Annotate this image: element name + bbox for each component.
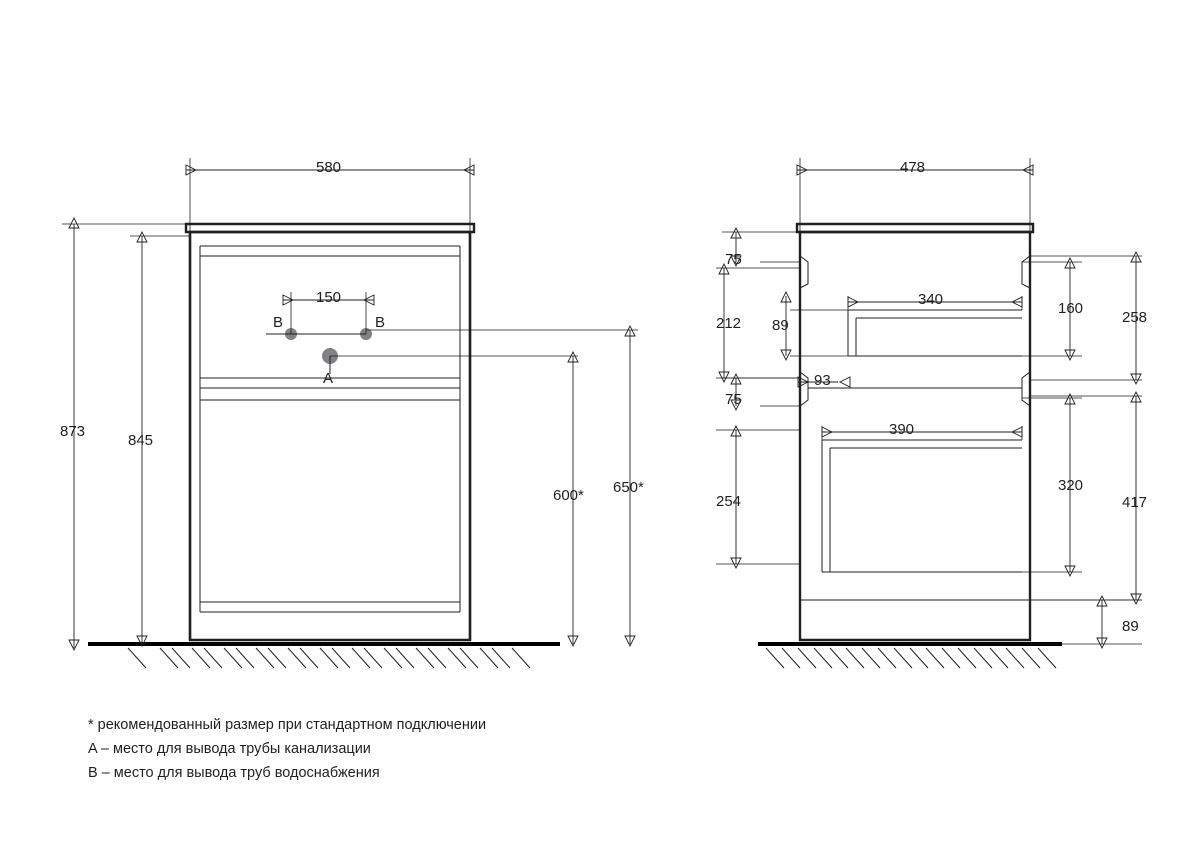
marker-water-left: B: [273, 314, 284, 331]
dim-holes-spacing: 150: [316, 289, 342, 306]
dim-body-height: 845: [128, 432, 154, 449]
dim-gap: 75: [725, 391, 742, 408]
dim-lower-inner: 320: [1058, 477, 1084, 494]
dim-lower-group: 254: [716, 493, 742, 510]
side-view-geometry: [758, 224, 1062, 668]
dim-upper-total: 258: [1122, 309, 1148, 326]
marker-water-right: B: [375, 314, 386, 331]
legend-line-2: A – место для вывода трубы канализации: [88, 741, 371, 757]
dim-top-offset-1: 75: [725, 251, 742, 268]
dim-drawer-offset: 89: [772, 317, 789, 334]
dim-water-height: 650*: [613, 479, 644, 496]
dim-drain-height: 600*: [553, 487, 584, 504]
legend-line-3: B – место для вывода труб водоснабжения: [88, 765, 380, 781]
dim-upper-inner: 160: [1058, 300, 1084, 317]
dim-front-width: 580: [316, 159, 342, 176]
legend-line-1: * рекомендованный размер при стандартном подключении: [88, 717, 487, 733]
dim-lower-width: 390: [889, 421, 915, 438]
dim-overall-height: 873: [60, 423, 86, 440]
marker-drain: A: [323, 370, 334, 387]
dim-side-depth: 478: [900, 159, 926, 176]
dim-plinth: 89: [1122, 618, 1139, 635]
dim-upper-group: 212: [716, 315, 742, 332]
dim-notch: 93: [814, 372, 831, 389]
dim-lower-total: 417: [1122, 494, 1148, 511]
dim-drawer-width: 340: [918, 291, 944, 308]
